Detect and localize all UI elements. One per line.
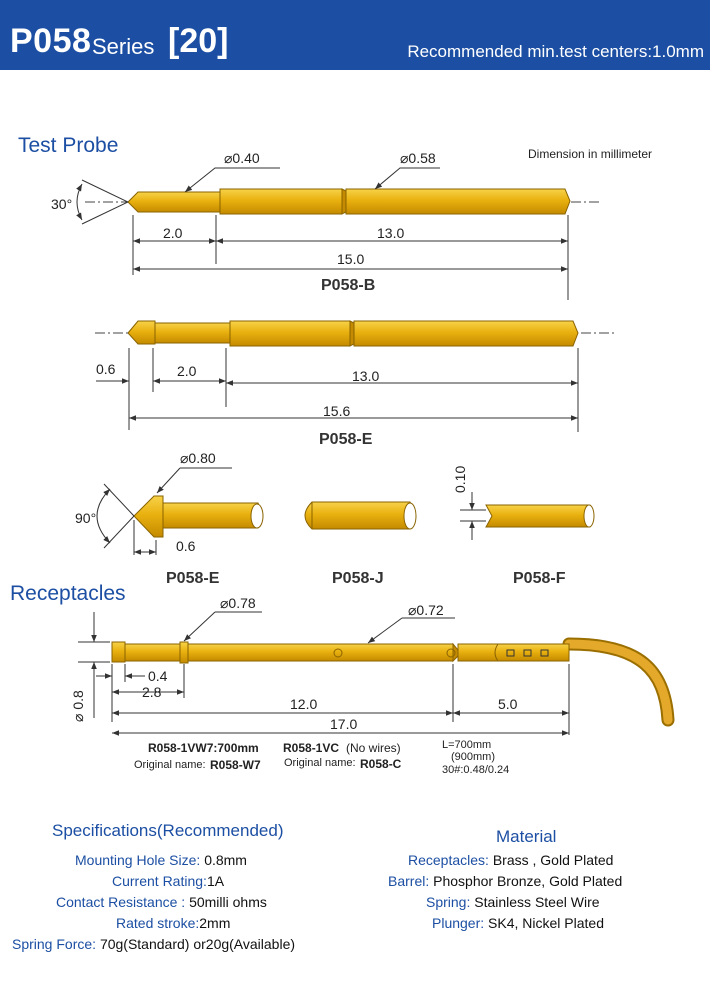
spec-row: Spring Force: 70g(Standard) or20g(Available) [12,936,296,952]
material-row: Barrel: Phosphor Bronze, Gold Plated [388,873,623,889]
receptacle-dim-28: 2.8 [142,684,162,700]
tip-e-dia: ⌀0.80 [180,450,216,466]
probe-e-dim-head: 0.6 [96,361,116,377]
probe-e-dim-tip: 2.0 [177,363,197,379]
recommended-center: Recommended min.test centers:1.0mm [407,42,704,61]
probe-b-angle: 30° [51,196,73,212]
probe-e-dim-barrel: 13.0 [352,368,380,384]
spec-row: Rated stroke:2mm [116,915,231,931]
material-row: Spring: Stainless Steel Wire [426,894,600,910]
receptacle-dim-17: 17.0 [330,716,358,732]
receptacle-dia-left: ⌀ 0.8 [70,690,86,722]
specs-title: Specifications(Recommended) [52,821,284,840]
tip-e-name: P058-E [166,570,220,587]
material-row: Plunger: SK4, Nickel Plated [432,915,604,931]
tip-j-name: P058-J [332,570,384,587]
tip-f-dim: 0.10 [452,465,468,493]
receptacle-vc: R058-1VC [283,741,340,755]
dimension-note: Dimension in millimeter [528,147,653,161]
receptacle-dim-5: 5.0 [498,696,518,712]
receptacle-wire-length: L=700mm [442,739,492,751]
receptacle-dia-head: ⌀0.78 [220,595,256,611]
receptacle-dia-body: ⌀0.72 [408,602,444,618]
probe-e-dim-total: 15.6 [323,403,351,419]
probe-b-dia-barrel: ⌀0.58 [400,150,436,166]
receptacle-wire-length-alt: (900mm) [451,751,496,763]
section-title-receptacles: Receptacles [10,582,126,605]
receptacle-dim-04: 0.4 [148,668,168,684]
tip-f-name: P058-F [513,570,566,587]
series-label: Series [92,34,155,59]
tip-e-dim: 0.6 [176,538,196,554]
tip-e-angle: 90° [75,510,97,526]
technical-drawing [0,70,710,760]
probe-b-dim-total: 15.0 [337,251,365,267]
receptacle-vc-orig-label: Original name: [284,757,356,769]
receptacle-wire-gauge: 30#:0.48/0.24 [442,764,510,776]
probe-b-name: P058-B [321,277,376,294]
section-title-test-probe: Test Probe [18,134,119,157]
receptacle-vw7-orig-label: Original name: [134,759,206,771]
header-banner [0,0,710,70]
spec-row: Current Rating:1A [112,873,225,889]
receptacle-vw7: R058-1VW7:700mm [148,741,259,755]
model-title: P058 [10,22,92,60]
series-count: [20] [168,22,229,60]
tip-f-drawing [460,492,594,540]
spec-row: Contact Resistance : 50milli ohms [56,894,267,910]
probe-b-dim-barrel: 13.0 [377,225,405,241]
probe-b-dia-tip: ⌀0.40 [224,150,260,166]
receptacle-vw7-orig: R058-W7 [210,758,261,772]
receptacle-vc-note: (No wires) [346,741,401,755]
material-row: Receptacles: Brass , Gold Plated [408,852,614,868]
probe-b-dim-tip: 2.0 [163,225,183,241]
receptacle-vc-orig: R058-C [360,757,402,771]
tip-j-drawing [305,502,416,529]
material-title: Material [496,827,557,846]
receptacle-dim-12: 12.0 [290,696,318,712]
spec-row: Mounting Hole Size: 0.8mm [75,852,247,868]
probe-e-name: P058-E [319,431,373,448]
